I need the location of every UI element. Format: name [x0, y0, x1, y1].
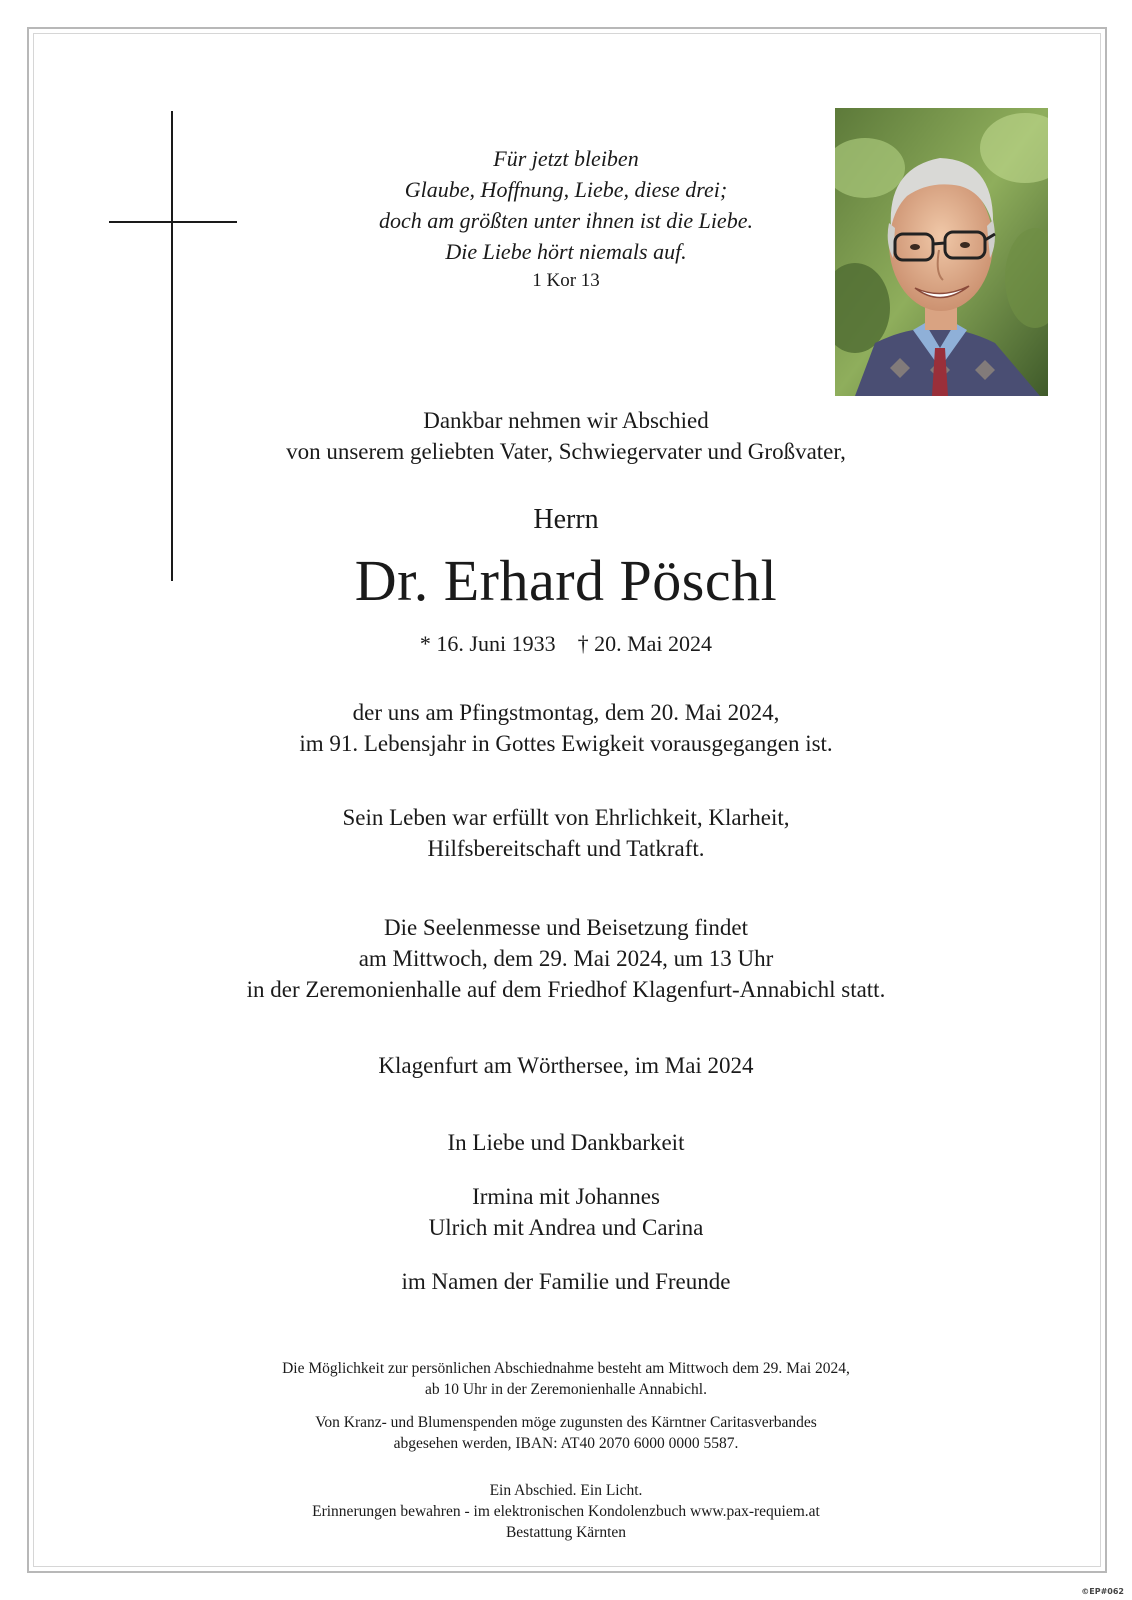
- life-text: [0, 802, 1132, 864]
- service-line: am Mittwoch, dem 29. Mai 2024, um 13 Uhr: [358, 946, 774, 971]
- note-line: Von Kranz- und Blumenspenden möge zugunsten des Kärntner Caritasverbandes: [315, 1414, 817, 1431]
- family-names: [0, 1181, 1132, 1243]
- closing-phrase: In Liebe und Dankbarkeit: [447, 1130, 685, 1155]
- death-line: der uns am Pfingstmontag, dem 20. Mai 2024,: [352, 700, 780, 725]
- donation-note: [0, 1412, 1132, 1454]
- verse-line: doch am größten unter ihnen ist die Liebe.: [379, 208, 753, 233]
- footer-line: Erinnerungen bewahren - im elektronischen Kondolenzbuch www.pax-requiem.at: [312, 1503, 820, 1520]
- note-line: abgesehen werden, IBAN: AT40 2070 6000 0000 5587.: [393, 1435, 739, 1452]
- bible-verse: [0, 143, 1132, 267]
- footer-line: Bestattung Kärnten: [505, 1524, 627, 1541]
- family-line: Ulrich mit Andrea und Carina: [428, 1215, 704, 1240]
- death-text: [0, 697, 1132, 759]
- verse-reference: 1 Kor 13: [532, 270, 600, 291]
- intro-line: Dankbar nehmen wir Abschied: [423, 408, 709, 433]
- service-line: Die Seelenmesse und Beisetzung findet: [383, 915, 749, 940]
- footer-line: Ein Abschied. Ein Licht.: [489, 1482, 643, 1499]
- life-line: Sein Leben war erfüllt von Ehrlichkeit, Klarheit,: [342, 805, 790, 830]
- verse-line: Die Liebe hört niemals auf.: [445, 239, 687, 264]
- place-date: Klagenfurt am Wörthersee, im Mai 2024: [378, 1053, 754, 1078]
- footer: [0, 1480, 1132, 1543]
- behalf-text: im Namen der Familie und Freunde: [401, 1269, 731, 1294]
- life-line: Hilfsbereitschaft und Tatkraft.: [427, 836, 705, 861]
- salutation: Herrn: [533, 504, 599, 535]
- service-line: in der Zeremonienhalle auf dem Friedhof Klagenfurt-Annabichl statt.: [246, 977, 886, 1002]
- verse-line: Für jetzt bleiben: [493, 146, 639, 171]
- note-line: ab 10 Uhr in der Zeremonienhalle Annabichl.: [425, 1381, 707, 1398]
- corner-mark: ©EP#062: [1081, 1587, 1124, 1596]
- intro-line: von unserem geliebten Vater, Schwiegervater und Großvater,: [286, 439, 846, 464]
- service-info: [0, 912, 1132, 1005]
- life-dates: [0, 629, 1132, 659]
- birth-date: * 16. Juni 1933: [419, 631, 556, 656]
- intro-text: [0, 405, 1132, 467]
- viewing-note: [0, 1358, 1132, 1400]
- death-line: im 91. Lebensjahr in Gottes Ewigkeit vorausgegangen ist.: [299, 731, 833, 756]
- family-line: Irmina mit Johannes: [472, 1184, 660, 1209]
- note-line: Die Möglichkeit zur persönlichen Abschiednahme besteht am Mittwoch dem 29. Mai 2024,: [282, 1360, 850, 1377]
- deceased-name: Dr. Erhard Pöschl: [354, 548, 778, 613]
- death-date: † 20. Mai 2024: [577, 631, 713, 656]
- verse-line: Glaube, Hoffnung, Liebe, diese drei;: [404, 177, 728, 202]
